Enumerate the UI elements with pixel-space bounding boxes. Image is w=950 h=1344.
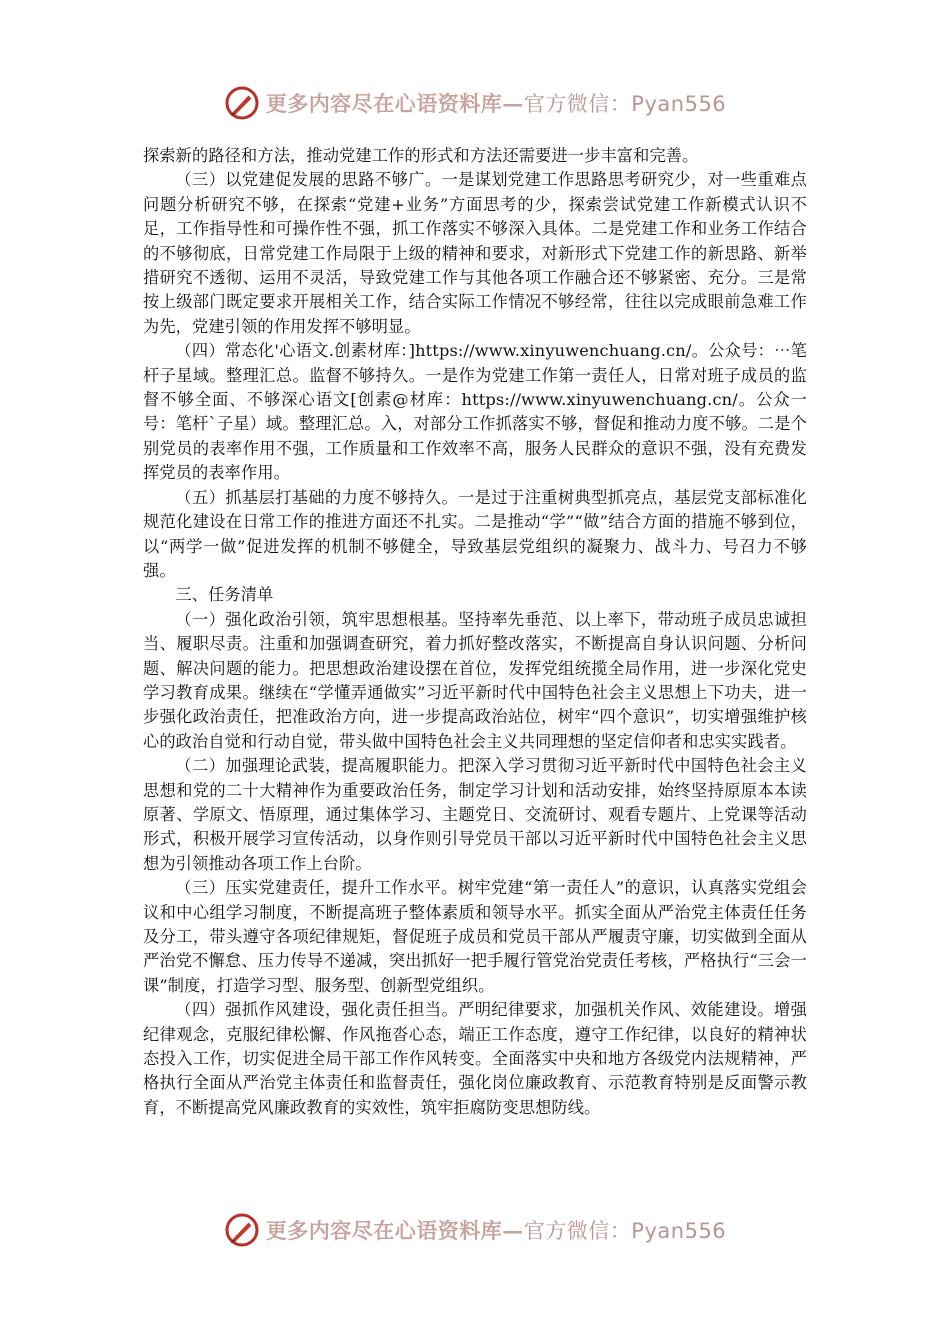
banner-text: [266, 88, 726, 118]
paragraph-task-4: （四）强抓作风建设，强化责任担当。严明纪律要求，加强机关作风、效能建设。增强纪律观念，克服纪律松懈、作风拖沓心态，端正工作态度，遵守工作纪律，以良好的精神状态投入工作，切实促进全局干部工作作风转变。全面落实中央和地方各级党内法规精神，严格执行全面从严治党主体责任和监督责任，强化岗位廉政教育、示范教育特别是反面警示教育，不断提高党风廉政教育的实效性，筑牢拒腐防变思想防线。: [143, 1000, 807, 1117]
paragraph-task-2: （二）加强理论武装，提高履职能力。把深入学习贯彻习近平新时代中国特色社会主义思想和党的二十大精神作为重要政治任务，制定学习计划和活动安排，始终坚持原原本本读原著、学原文、悟原理，通过集体学习、主题党日、交流研讨、观看专题片、上党课等活动形式，积极开展学习宣传活动，以身作则引导党员干部以习近平新时代中国特色社会主义思想为引领推动各项工作上台阶。: [143, 756, 807, 873]
banner-contact-text: 官方微信：Pyan556: [523, 1219, 727, 1243]
paragraph-section-5: （五）抓基层打基础的力度不够持久。一是过于注重树典型抓亮点，基层党支部标准化规范化建设在日常工作的推进方面还不扎实。二是推动“学”“做”结合方面的措施不够到位，以“两学一做”促进发挥的机制不够健全，导致基层党组织的凝聚力、战斗力、号召力不够强。: [143, 487, 807, 580]
banner-main-text: 更多内容尽在心语资料库—: [265, 1218, 524, 1243]
document-body: [143, 144, 807, 1120]
pen-logo-icon: [224, 85, 260, 121]
header-banner: [0, 83, 950, 123]
paragraph-section-3: （三）以党建促发展的思路不够广。一是谋划党建工作思路思考研究少，对一些重难点问题分析研究不够，在探索“党建+业务”方面思考的少，探索尝试党建工作新模式认识不足，工作指导性和可操作性不强，抓工作落实不够深入具体。二是党建工作和业务工作结合的不够彻底，日常党建工作局限于上级的精神和要求，对新形式下党建工作的新思路、新举措研究不透彻、运用不灵活，导致党建工作与其他各项工作融合还不够紧密、充分。三是常按上级部门既定要求开展相关工作，结合实际工作情况不够经常，往往以完成眼前急难工作为先，党建引领的作用发挥不够明显。: [143, 170, 807, 336]
paragraph-task-1: （一）强化政治引领，筑牢思想根基。坚持率先垂范、以上率下，带动班子成员忠诚担当、履职尽责。注重和加强调查研究，着力抓好整改落实，不断提高自身认识问题、分析问题、解决问题的能力。把思想政治建设摆在首位，发挥党组统揽全局作用，进一步深化党史学习教育成果。继续在“学懂弄通做实”习近平新时代中国特色社会主义思想上下功夫，进一步强化政治责任，把准政治方向，进一步提高政治站位，树牢“四个意识”，切实增强维护核心的政治自觉和行动自觉，带头做中国特色社会主义共同理想的坚定信仰者和忠实实践者。: [143, 609, 807, 751]
paragraph-task-3: （三）压实党建责任，提升工作水平。树牢党建“第一责任人”的意识，认真落实党组会议和中心组学习制度，不断提高班子整体素质和领导水平。抓实全面从严治党主体责任任务及分工，带头遵守各项纪律规矩，督促班子成员和党员干部从严履责守廉，切实做到全面从严治党不懈怠、压力传导不递减，突出抓好一把手履行管党治党责任考核，严格执行“三会一课”制度，打造学习型、服务型、创新型党组织。: [143, 878, 807, 995]
banner-main-text: 更多内容尽在心语资料库—: [265, 91, 524, 116]
paragraph-section-4: （四）常态化'心语文.创素材库：]https://www.xinyuwenchuang.cn/。公众号：⋯笔杆子星域。整理汇总。监督不够持久。一是作为党建工作第一责任人，日常对班子成员的监督不够全面、不够深心语文[创素@材库：https://www.xinyuwenchuang.cn/。公众一号：笔杆`子星）域。整理汇总。入，对部分工作抓落实不够，督促和推动力度不够。二是个别党员的表率作用不强，工作质量和工作效率不高，服务人民群众的意识不强，没有充费发挥党员的表率作用。: [143, 341, 807, 483]
footer-banner: [0, 1210, 950, 1250]
paragraph-continuation: 探索新的路径和方法，推动党建工作的形式和方法还需要进一步丰富和完善。: [143, 146, 699, 165]
section-heading-task-list: 三、任务清单: [175, 585, 274, 605]
banner-contact-text: 官方微信：Pyan556: [523, 92, 727, 116]
pen-logo-icon: [224, 1212, 260, 1248]
banner-text: [266, 1215, 726, 1245]
